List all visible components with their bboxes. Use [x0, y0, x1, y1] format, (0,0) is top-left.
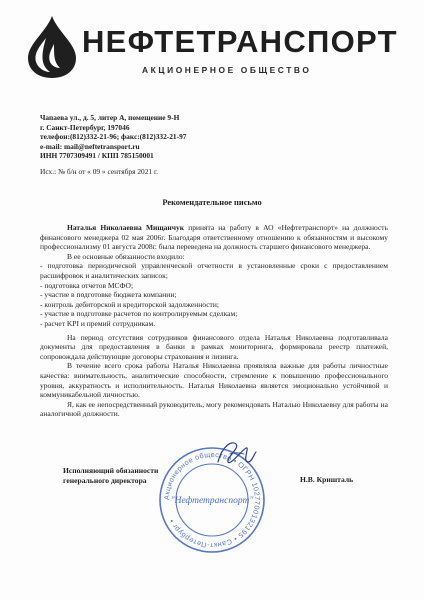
city-line: г. Санкт-Петербург, 197046: [40, 122, 130, 132]
duty-item: - контроль дебиторской и кредиторской задолженности;: [40, 299, 219, 309]
duty-item: - расчет KPI и премий сотрудникам.: [40, 318, 156, 328]
position-line: Исполняющий обязанности: [63, 466, 159, 475]
intro-paragraph: [40, 223, 388, 252]
handwritten-signature: [212, 436, 258, 470]
duties-lead: В ее основные обязанности входило:: [67, 251, 185, 261]
body-paragraph: В течение всего срока работы Наталья Николаевна проявляла важные для работы личностные качества: внимательность, аналитические способности, стремление к повышению профессионального уровня, аккуратность и исполнительность. Наталья Николаевна является эмоционально устойчивой и коммуникабельной личностью.: [40, 361, 388, 400]
position-line: генерального директора: [63, 476, 147, 485]
duty-item: - подготовка отчетов МСФО;: [40, 280, 134, 290]
inn-kpp-line: ИНН 7707309491 / КПП 785150001: [40, 151, 154, 161]
stamp-ring-text: Акционерное общество • ОГРН 1027700132195 • Санкт-Петербург •: [161, 449, 263, 551]
stamp-center-text: "Нефтетранспорт": [170, 496, 254, 506]
company-logo-text: НЕФТЕТРАНСПОРТ: [82, 24, 398, 59]
duty-item: - участие в подготовке бюджета компании;: [40, 290, 177, 300]
letter-body: [40, 223, 388, 419]
phone-fax-line: телефон:(812)332-21-96; факс:(812)332-21-97: [40, 132, 187, 142]
body-paragraph: Я, как ее непосредственный руководитель, могу рекомендовать Наталью Николаевну для работы на аналогичной должности.: [40, 399, 388, 419]
signatory-name: Н.В. Кришталь: [300, 475, 354, 484]
letter-title: Рекомендательное письмо: [162, 198, 262, 207]
outgoing-number: Исх.: № б/н от « 09 » сентября 2021 г.: [40, 167, 158, 176]
duty-item: - подготовка периодической управленческой отчетности в установленные сроки с предоставлением расшифровок и аналитических записок;: [40, 261, 388, 280]
signatory-position: [63, 466, 158, 486]
body-paragraph: На период отсутствия сотрудников финансового отдела Наталья Николаевна подготавливала документы для предоставления в банки в рамках мониторинга, формировала реестр платежей, сопровождала действующие договоры страхования и лизинга.: [40, 332, 388, 361]
oil-drop-logo-icon: [24, 14, 80, 80]
company-contacts: [40, 113, 187, 161]
company-logo-subtitle: АКЦИОНЕРНОЕ ОБЩЕСТВО: [142, 65, 312, 75]
duty-item: - участие в подготовке расчетов по контролируемым сделкам;: [40, 309, 238, 319]
email-line: e-mail: mail@neftetransport.ru: [40, 141, 140, 151]
address-line: Чапаева ул., д. 5, литер А, помещение 9-Н: [40, 113, 180, 122]
intro-text: принята на работу в АО «Нефтетранспорт» на должность финансового менеджера 02 мая 2006г. Благодаря ответственному отношению к обязанностям и высокому профессионализму 01 августа 2008г. была переведена на должность старшего финансового менеджера.: [40, 223, 388, 252]
employee-name: Наталья Николаевна Мищанчук: [67, 223, 185, 232]
